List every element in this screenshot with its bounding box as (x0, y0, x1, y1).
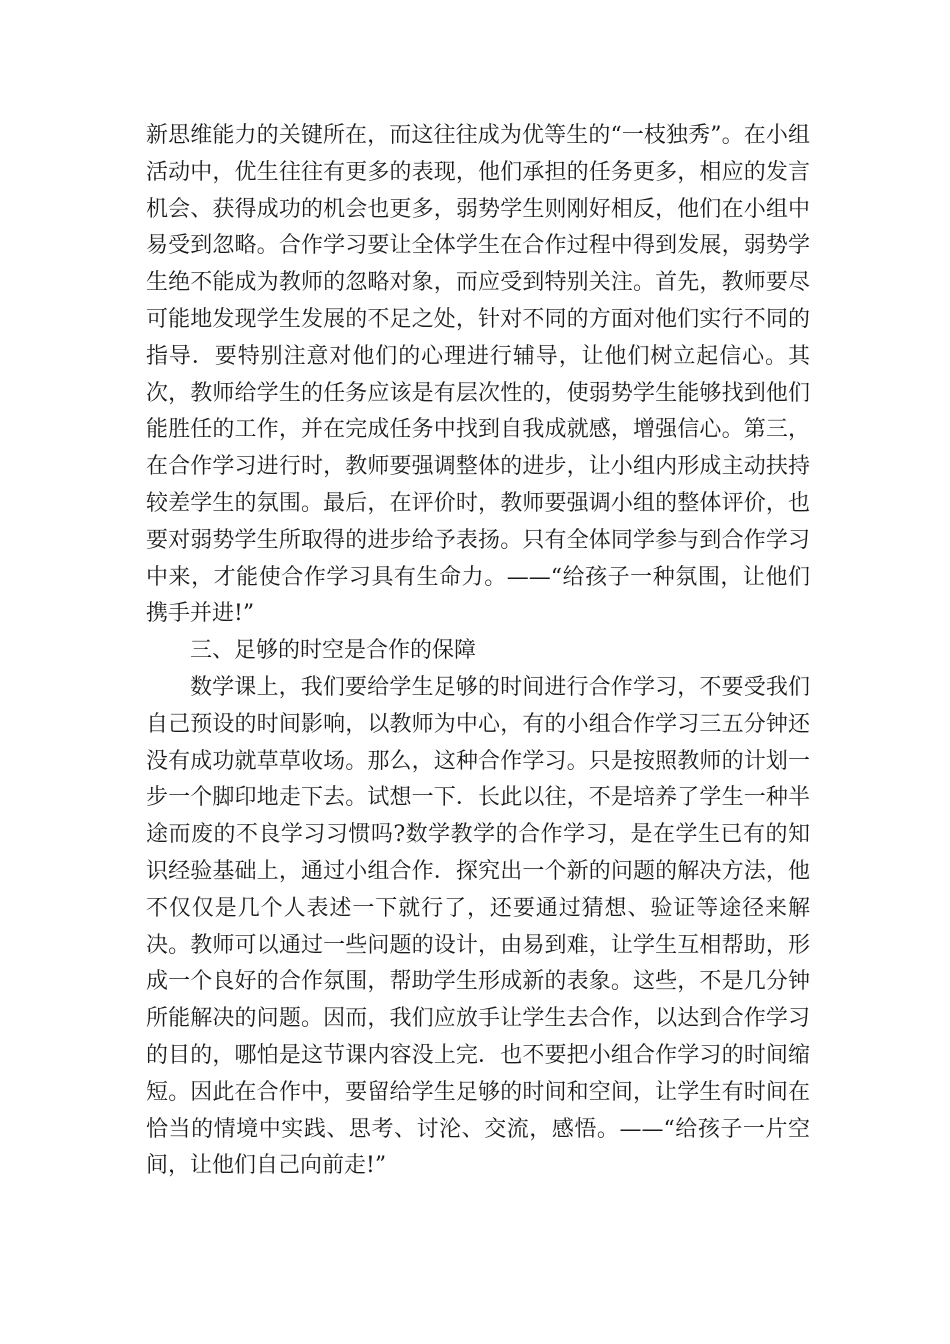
paragraph-continuation: 新思维能力的关键所在，而这往往成为优等生的“一枝独秀”。在小组活动中，优生往往有更多的表现，他们承担的任务更多，相应的发言机会、获得成功的机会也更多，弱势学生则刚好相反，他们在小组中易受到忽略。合作学习要让全体学生在合作过程中得到发展，弱势学生绝不能成为教师的忽略对象，而应受到特别关注。首先，教师要尽可能地发现学生发展的不足之处，针对不同的方面对他们实行不同的指导．要特别注意对他们的心理进行辅导，让他们树立起信心。其次，教师给学生的任务应该是有层次性的，使弱势学生能够找到他们能胜任的工作，并在完成任务中找到自我成就感，增强信心。第三，在合作学习进行时，教师要强调整体的进步，让小组内形成主动扶持较差学生的氛围。最后，在评价时，教师要强调小组的整体评价，也要对弱势学生所取得的进步给予表扬。只有全体同学参与到合作学习中来，才能使合作学习具有生命力。——“给孩子一种氛围，让他们携手并进!” (146, 123, 810, 627)
section-heading: 三、足够的时空是合作的保障 (190, 638, 477, 664)
document-body (146, 118, 810, 1185)
paragraph-section-three: 数学课上，我们要给学生足够的时间进行合作学习，不要受我们自己预设的时间影响，以教师为中心，有的小组合作学习三五分钟还没有成功就草草收场。那么，这种合作学习。只是按照教师的计划一步一个脚印地走下去。试想一下．长此以往，不是培养了学生一种半途而废的不良学习习惯吗?数学教学的合作学习，是在学生已有的知识经验基础上，通过小组合作．探究出一个新的问题的解决方法，他不仅仅是几个人表述一下就行了，还要通过猜想、验证等途径来解决。教师可以通过一些问题的设计，由易到难，让学生互相帮助，形成一个良好的合作氛围，帮助学生形成新的表象。这些，不是几分钟所能解决的问题。因而，我们应放手让学生去合作，以达到合作学习的目的，哪怕是这节课内容没上完．也不要把小组合作学习的时间缩短。因此在合作中，要留给学生足够的时间和空间，让学生有时间在恰当的情境中实践、思考、讨沦、交流，感悟。——“给孩子一片空间，让他们自己向前走!” (146, 674, 810, 1179)
